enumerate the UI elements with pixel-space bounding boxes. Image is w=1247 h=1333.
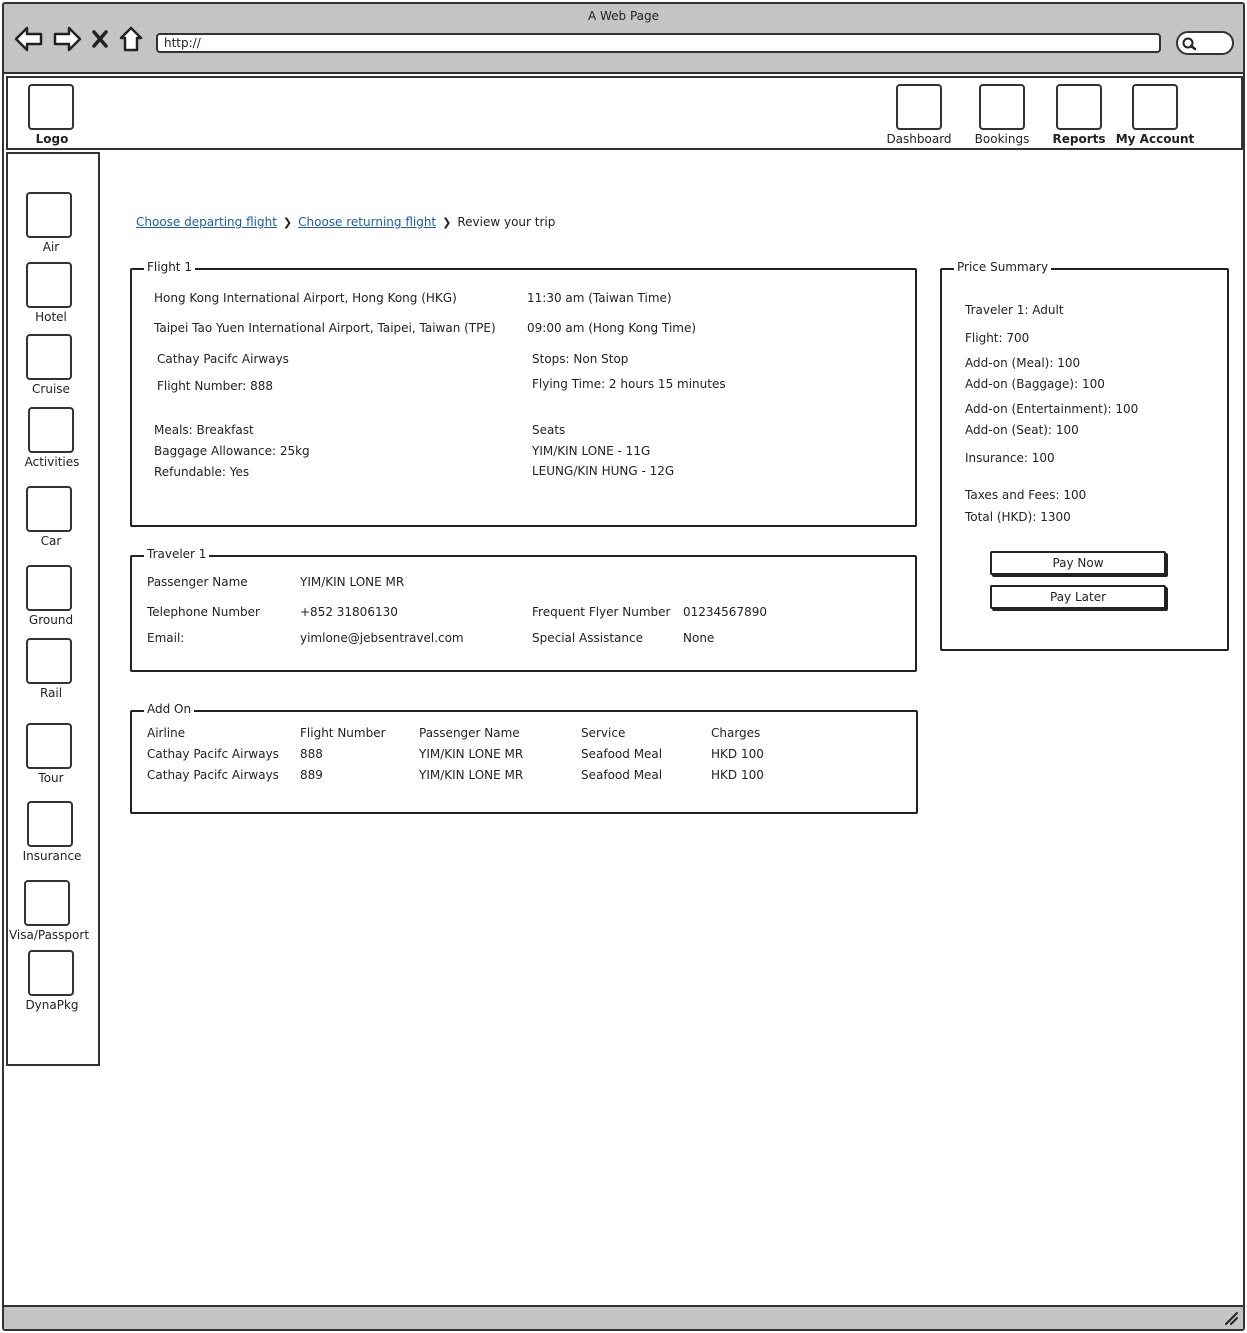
taxes-fees-price: Taxes and Fees: 100	[965, 488, 1087, 502]
breadcrumb-step-departing[interactable]: Choose departing flight	[136, 215, 277, 229]
meals: Meals: Breakfast	[154, 423, 254, 437]
telephone-value: +852 31806130	[300, 605, 398, 619]
sidebar-item-dynapkg[interactable]: DynaPkg	[25, 998, 79, 1012]
forward-arrow-icon[interactable]	[52, 24, 82, 54]
flight-number: Flight Number: 888	[157, 379, 274, 393]
seat-assignment: LEUNG/KIN HUNG - 12G	[532, 464, 675, 478]
arrival-time: 09:00 am (Hong Kong Time)	[527, 321, 697, 335]
breadcrumb-step-returning[interactable]: Choose returning flight	[298, 215, 437, 229]
sidebar-item-hotel[interactable]: Hotel	[35, 310, 67, 324]
chevron-right-icon: ❯	[442, 215, 452, 229]
baggage-allowance: Baggage Allowance: 25kg	[154, 444, 310, 458]
search-icon	[1181, 36, 1197, 52]
chevron-right-icon: ❯	[282, 215, 293, 229]
window-title: A Web Page	[587, 9, 660, 23]
ground-icon[interactable]	[26, 565, 72, 611]
tour-icon[interactable]	[26, 723, 72, 769]
flight-price: Flight: 700	[965, 331, 1030, 345]
addon-seat-price: Add-on (Seat): 100	[965, 423, 1079, 437]
insurance-price: Insurance: 100	[965, 451, 1055, 465]
browser-toolbar	[4, 4, 1243, 74]
email-label: Email:	[147, 631, 185, 645]
price-summary-panel	[940, 260, 1229, 651]
sidebar-item-activities[interactable]: Activities	[24, 455, 80, 469]
addon-entertainment-price: Add-on (Entertainment): 100	[965, 402, 1139, 416]
pay-later-button[interactable]: Pay Later	[990, 585, 1166, 609]
logo-icon[interactable]	[28, 84, 74, 130]
home-icon[interactable]	[116, 24, 146, 54]
sidebar-item-air[interactable]: Air	[42, 240, 60, 254]
cruise-icon[interactable]	[26, 334, 72, 380]
column-header: Flight Number	[300, 726, 386, 740]
frequent-flyer-label: Frequent Flyer Number	[532, 605, 671, 619]
column-header: Passenger Name	[419, 726, 520, 740]
traveler-panel	[130, 547, 917, 672]
origin-airport: Hong Kong International Airport, Hong Kong (HKG)	[154, 291, 457, 305]
resize-grip-icon[interactable]	[1223, 1310, 1239, 1326]
sidebar-item-ground[interactable]: Ground	[28, 613, 74, 627]
flight-panel	[130, 260, 917, 527]
email-value: yimlone@jebsentravel.com	[300, 631, 464, 645]
sidebar-item-visa-passport[interactable]: Visa/Passport	[8, 928, 90, 942]
search-box[interactable]	[1176, 31, 1234, 55]
addon-baggage-price: Add-on (Baggage): 100	[965, 377, 1105, 391]
traveler-panel-title: Traveler 1	[144, 547, 209, 561]
table-cell: YIM/KIN LONE MR	[419, 747, 524, 761]
table-cell: Seafood Meal	[581, 768, 663, 782]
stops: Stops: Non Stop	[532, 352, 629, 366]
sidebar-item-cruise[interactable]: Cruise	[32, 382, 70, 396]
app-header	[6, 76, 1243, 150]
addon-meal-price: Add-on (Meal): 100	[965, 356, 1081, 370]
back-arrow-icon[interactable]	[14, 24, 44, 54]
passenger-name-label: Passenger Name	[147, 575, 248, 589]
stop-x-icon[interactable]	[90, 24, 110, 54]
car-icon[interactable]	[26, 486, 72, 532]
dynapkg-icon[interactable]	[28, 950, 74, 996]
departure-time: 11:30 am (Taiwan Time)	[527, 291, 672, 305]
passenger-name-value: YIM/KIN LONE MR	[300, 575, 405, 589]
nav-bookings[interactable]: Bookings	[974, 132, 1030, 146]
refundable: Refundable: Yes	[154, 465, 250, 479]
frequent-flyer-value: 01234567890	[683, 605, 767, 619]
visa-passport-icon[interactable]	[24, 880, 70, 926]
dashboard-icon[interactable]	[896, 84, 942, 130]
seat-assignment: YIM/KIN LONE - 11G	[532, 444, 651, 458]
url-input[interactable]: http://	[156, 33, 1161, 53]
rail-icon[interactable]	[26, 638, 72, 684]
table-cell: 889	[300, 768, 323, 782]
air-icon[interactable]	[26, 192, 72, 238]
nav-dashboard[interactable]: Dashboard	[886, 132, 952, 146]
flying-time: Flying Time: 2 hours 15 minutes	[532, 377, 726, 391]
sidebar-item-rail[interactable]: Rail	[39, 686, 63, 700]
table-cell: Cathay Pacifc Airways	[147, 747, 279, 761]
flight-panel-title: Flight 1	[144, 260, 195, 274]
browser-window	[2, 2, 1245, 1331]
total-price: Total (HKD): 1300	[965, 510, 1071, 524]
reports-icon[interactable]	[1056, 84, 1102, 130]
column-header: Service	[581, 726, 626, 740]
hotel-icon[interactable]	[26, 262, 72, 308]
special-assistance-label: Special Assistance	[532, 631, 643, 645]
price-summary-title: Price Summary	[954, 260, 1051, 274]
special-assistance-value: None	[683, 631, 715, 645]
table-cell: HKD 100	[711, 768, 764, 782]
status-bar	[4, 1305, 1243, 1329]
bookings-icon[interactable]	[979, 84, 1025, 130]
sidebar-item-car[interactable]: Car	[40, 534, 62, 548]
addon-panel-title: Add On	[144, 702, 194, 716]
my-account-icon[interactable]	[1132, 84, 1178, 130]
nav-my-account[interactable]: My Account	[1115, 132, 1195, 146]
traveler-type: Traveler 1: Adult	[965, 303, 1064, 317]
pay-now-button[interactable]: Pay Now	[990, 551, 1166, 575]
table-cell: Cathay Pacifc Airways	[147, 768, 279, 782]
column-header: Charges	[711, 726, 761, 740]
activities-icon[interactable]	[28, 407, 74, 453]
table-cell: YIM/KIN LONE MR	[419, 768, 524, 782]
seats-label: Seats	[532, 423, 566, 437]
breadcrumb	[136, 215, 555, 229]
logo-label: Logo	[35, 132, 69, 146]
table-cell: Seafood Meal	[581, 747, 663, 761]
airline-name: Cathay Pacifc Airways	[157, 352, 289, 366]
column-header: Airline	[147, 726, 186, 740]
addon-panel	[130, 702, 918, 814]
insurance-icon[interactable]	[27, 801, 73, 847]
sidebar-item-tour[interactable]: Tour	[38, 771, 64, 785]
table-cell: HKD 100	[711, 747, 764, 761]
nav-reports[interactable]: Reports	[1052, 132, 1106, 146]
telephone-label: Telephone Number	[147, 605, 260, 619]
sidebar-item-insurance[interactable]: Insurance	[22, 849, 82, 863]
sidebar	[6, 152, 100, 1066]
breadcrumb-current-step: Review your trip	[457, 215, 556, 229]
table-cell: 888	[300, 747, 323, 761]
destination-airport: Taipei Tao Yuen International Airport, Taipei, Taiwan (TPE)	[154, 321, 496, 335]
